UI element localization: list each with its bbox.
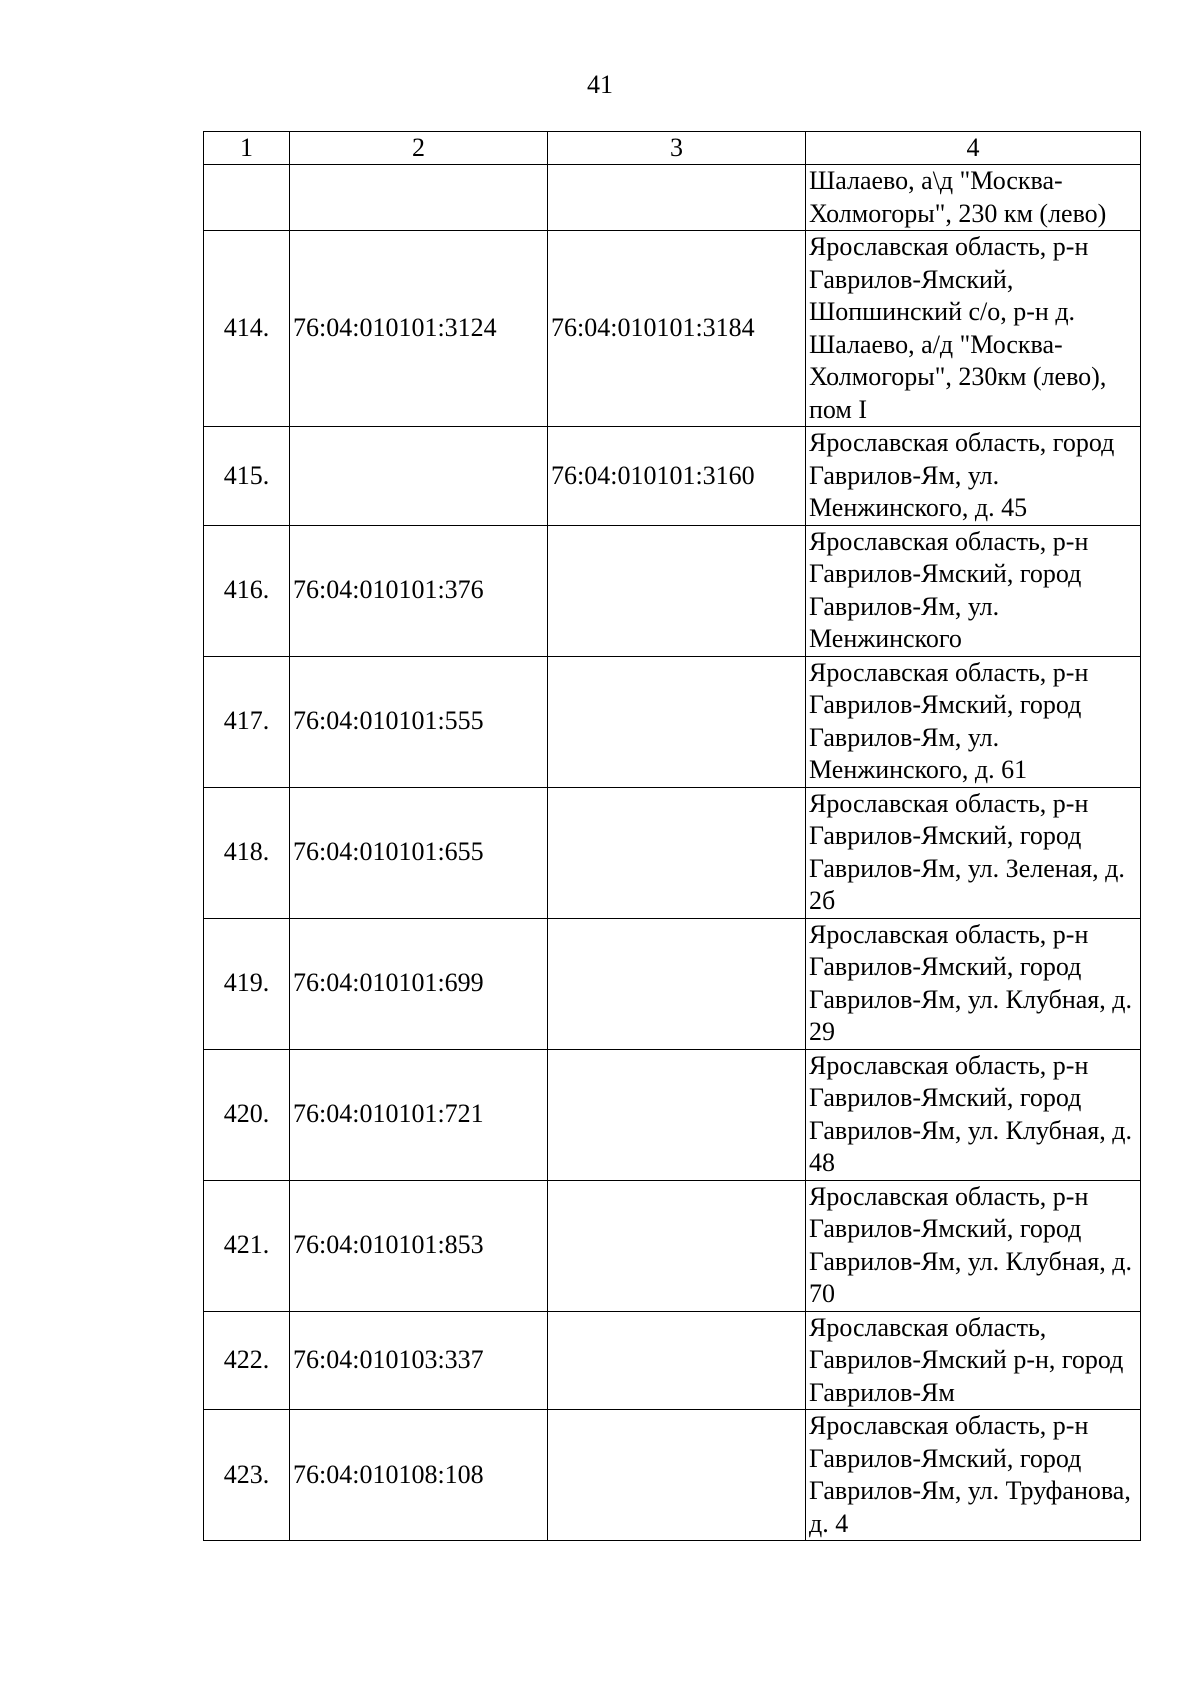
row-number <box>204 165 290 231</box>
cadastral-number-col3 <box>548 656 806 787</box>
cadastral-number-col3 <box>548 1049 806 1180</box>
address-cell: Ярославская область, р-н Гаврилов-Ямский, город Гаврилов-Ям, ул. Зеленая, д. 2б <box>806 787 1141 918</box>
cadastral-number-col3: 76:04:010101:3160 <box>548 427 806 526</box>
address-cell: Ярославская область, р-н Гаврилов-Ямский, город Гаврилов-Ям, ул. Менжинского <box>806 525 1141 656</box>
address-cell: Ярославская область, р-н Гаврилов-Ямский, город Гаврилов-Ям, ул. Клубная, д. 29 <box>806 918 1141 1049</box>
table-row <box>204 231 1141 427</box>
cadastral-number-col3 <box>548 1180 806 1311</box>
cadastral-number-col2: 76:04:010103:337 <box>290 1311 548 1410</box>
cadastral-number-col2: 76:04:010108:108 <box>290 1410 548 1541</box>
registry-table <box>203 131 1141 1541</box>
address-cell: Ярославская область, р-н Гаврилов-Ямский, город Гаврилов-Ям, ул. Менжинского, д. 61 <box>806 656 1141 787</box>
cadastral-number-col3 <box>548 787 806 918</box>
table-row <box>204 656 1141 787</box>
cadastral-number-col2 <box>290 165 548 231</box>
table-row <box>204 427 1141 526</box>
cadastral-number-col3 <box>548 525 806 656</box>
row-number: 422. <box>204 1311 290 1410</box>
cadastral-number-col3 <box>548 1410 806 1541</box>
row-number: 420. <box>204 1049 290 1180</box>
table-row <box>204 1049 1141 1180</box>
cadastral-number-col2 <box>290 427 548 526</box>
row-number: 415. <box>204 427 290 526</box>
cadastral-number-col2: 76:04:010101:3124 <box>290 231 548 427</box>
table-header <box>204 132 1141 165</box>
table-row <box>204 525 1141 656</box>
header-col-1: 1 <box>204 132 290 165</box>
table-row <box>204 787 1141 918</box>
cadastral-number-col3 <box>548 165 806 231</box>
address-cell: Ярославская область, Гаврилов-Ямский р-н, город Гаврилов-Ям <box>806 1311 1141 1410</box>
cadastral-number-col2: 76:04:010101:853 <box>290 1180 548 1311</box>
cadastral-number-col3 <box>548 918 806 1049</box>
row-number: 417. <box>204 656 290 787</box>
row-number: 414. <box>204 231 290 427</box>
cadastral-number-col3 <box>548 1311 806 1410</box>
cadastral-number-col3: 76:04:010101:3184 <box>548 231 806 427</box>
address-cell: Ярославская область, город Гаврилов-Ям, ул. Менжинского, д. 45 <box>806 427 1141 526</box>
table-body <box>204 165 1141 1541</box>
header-row <box>204 132 1141 165</box>
cadastral-number-col2: 76:04:010101:655 <box>290 787 548 918</box>
table-row <box>204 1180 1141 1311</box>
table-row <box>204 165 1141 231</box>
address-cell: Ярославская область, р-н Гаврилов-Ямский, Шопшинский с/о, р-н д. Шалаево, а/д "Москва-Холмогоры", 230км (лево), пом I <box>806 231 1141 427</box>
cadastral-number-col2: 76:04:010101:721 <box>290 1049 548 1180</box>
row-number: 418. <box>204 787 290 918</box>
cadastral-number-col2: 76:04:010101:555 <box>290 656 548 787</box>
address-cell: Ярославская область, р-н Гаврилов-Ямский, город Гаврилов-Ям, ул. Клубная, д. 48 <box>806 1049 1141 1180</box>
row-number: 419. <box>204 918 290 1049</box>
header-col-4: 4 <box>806 132 1141 165</box>
row-number: 416. <box>204 525 290 656</box>
header-col-3: 3 <box>548 132 806 165</box>
address-cell: Ярославская область, р-н Гаврилов-Ямский, город Гаврилов-Ям, ул. Клубная, д. 70 <box>806 1180 1141 1311</box>
header-col-2: 2 <box>290 132 548 165</box>
table-row <box>204 1311 1141 1410</box>
row-number: 421. <box>204 1180 290 1311</box>
page-number: 41 <box>587 70 613 99</box>
address-cell: Ярославская область, р-н Гаврилов-Ямский, город Гаврилов-Ям, ул. Труфанова, д. 4 <box>806 1410 1141 1541</box>
table-row <box>204 918 1141 1049</box>
row-number: 423. <box>204 1410 290 1541</box>
address-cell: Шалаево, а\д "Москва-Холмогоры", 230 км (лево) <box>806 165 1141 231</box>
cadastral-number-col2: 76:04:010101:376 <box>290 525 548 656</box>
cadastral-number-col2: 76:04:010101:699 <box>290 918 548 1049</box>
table-row <box>204 1410 1141 1541</box>
